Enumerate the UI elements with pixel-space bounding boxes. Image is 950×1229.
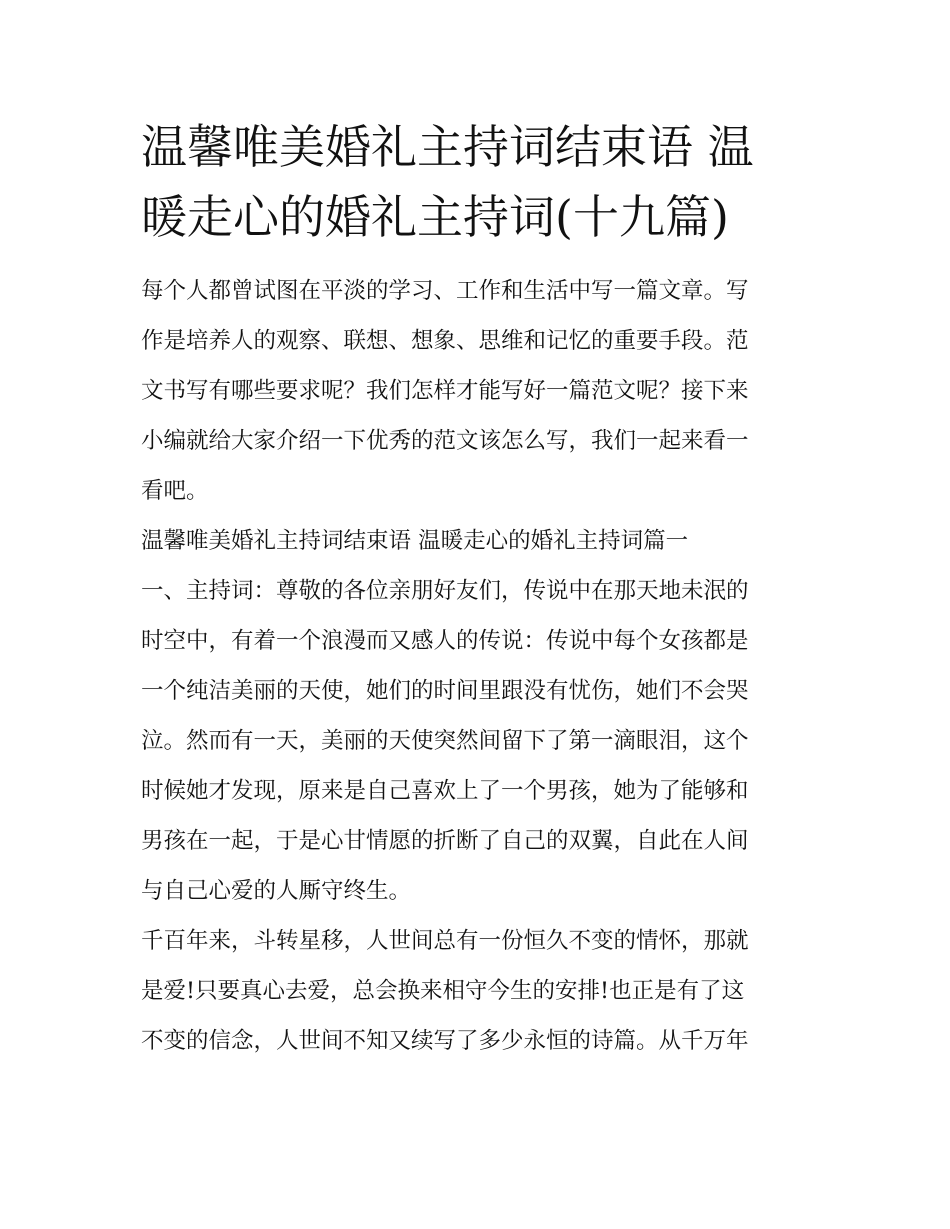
text-line: 时空中，有着一个浪漫而又感人的传说：传说中每个女孩都是 xyxy=(141,628,749,654)
host-speech-paragraph xyxy=(141,566,812,916)
text-line: 文书写有哪些要求呢？我们怎样才能写好一篇范文呢？接下来 xyxy=(141,378,749,404)
title-line: 暖走心的婚礼主持词(十九篇) xyxy=(141,190,729,244)
document-body xyxy=(141,266,812,1066)
text-line: 作是培养人的观察、联想、想象、思维和记忆的重要手段。范 xyxy=(141,328,749,354)
text-line: 一个纯洁美丽的天使，她们的时间里跟没有忧伤，她们不会哭 xyxy=(141,678,749,704)
text-line: 一、主持词：尊敬的各位亲朋好友们，传说中在那天地未泯的 xyxy=(141,578,749,604)
section-heading xyxy=(141,516,812,566)
intro-paragraph xyxy=(141,266,812,516)
text-line: 泣。然而有一天，美丽的天使突然间留下了第一滴眼泪，这个 xyxy=(141,728,749,754)
title-line: 温馨唯美婚礼主持词结束语 温 xyxy=(141,120,754,174)
text-line: 小编就给大家介绍一下优秀的范文该怎么写，我们一起来看一 xyxy=(141,428,749,454)
text-line: 温馨唯美婚礼主持词结束语 温暖走心的婚礼主持词篇一 xyxy=(141,528,689,554)
text-line: 是爱!只要真心去爱，总会换来相守今生的安排!也正是有了这 xyxy=(141,978,745,1004)
text-line: 看吧。 xyxy=(141,478,209,504)
text-line: 千百年来，斗转星移，人世间总有一份恒久不变的情怀，那就 xyxy=(141,928,749,954)
text-line: 与自己心爱的人厮守终生。 xyxy=(141,878,412,904)
text-line: 每个人都曾试图在平淡的学习、工作和生活中写一篇文章。写 xyxy=(141,278,749,304)
text-line: 时候她才发现，原来是自己喜欢上了一个男孩，她为了能够和 xyxy=(141,778,749,804)
document-title xyxy=(141,112,812,252)
text-line: 不变的信念，人世间不知又续写了多少永恒的诗篇。从千万年 xyxy=(141,1028,749,1054)
text-line: 男孩在一起，于是心甘情愿的折断了自己的双翼，自此在人间 xyxy=(141,828,749,854)
love-paragraph xyxy=(141,916,812,1066)
